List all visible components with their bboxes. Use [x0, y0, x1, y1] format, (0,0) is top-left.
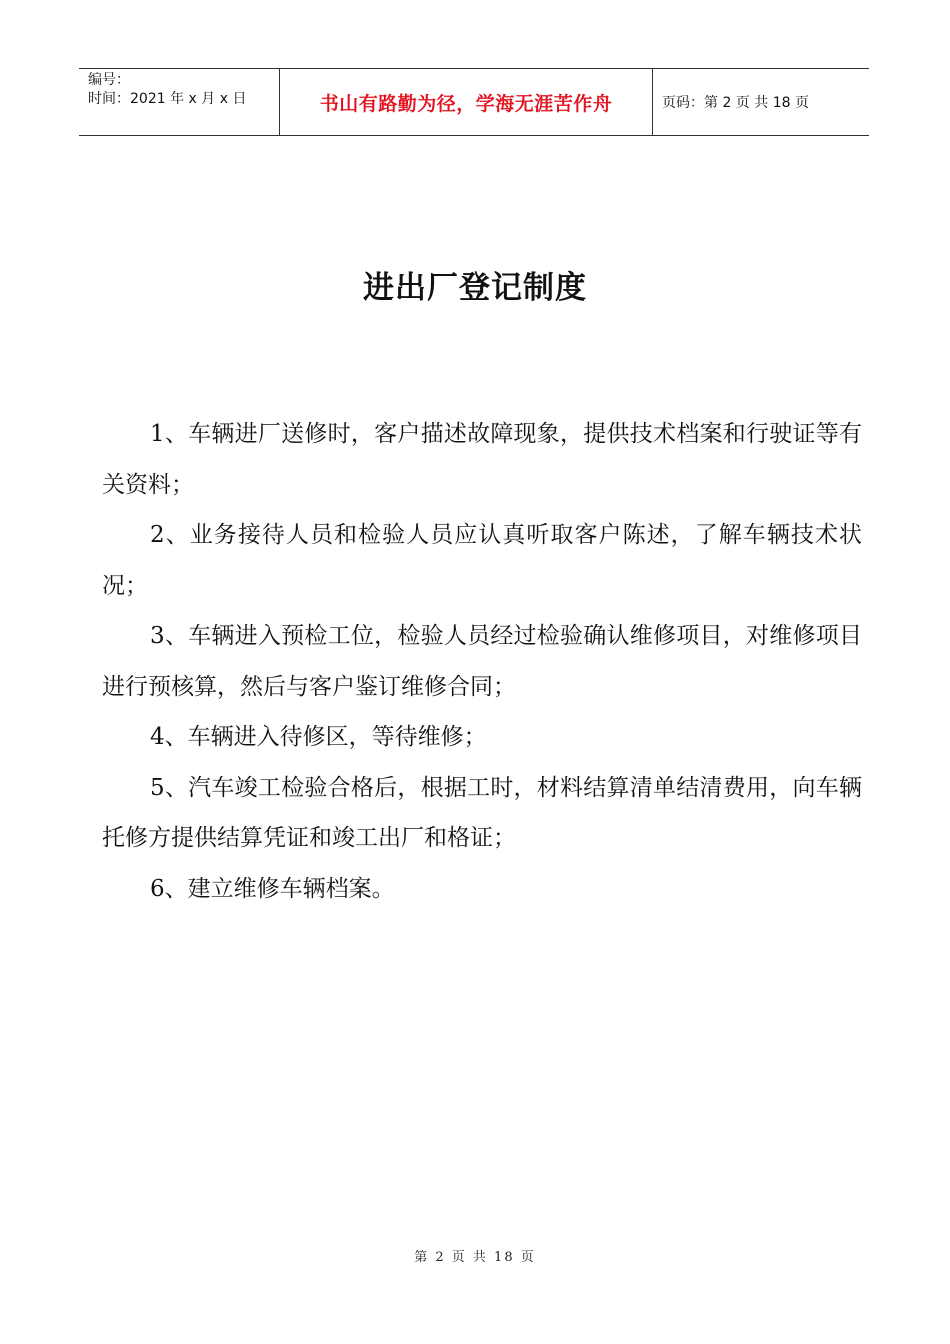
document-header [79, 68, 869, 136]
header-page-info: 页码：第 2 页 共 18 页 [662, 95, 809, 111]
document-title: 进出厂登记制度 [363, 270, 587, 306]
header-number-label: 编号： [88, 72, 130, 88]
paragraph-4: 4、车辆进入待修区，等待维修； [150, 724, 487, 750]
paragraph-3: 3、车辆进入预检工位，检验人员经过检验确认维修项目，对维修项目进行预核算，然后与客户鉴订维修合同； [102, 623, 862, 700]
paragraph-1: 1、车辆进厂送修时，客户描述故障现象，提供技术档案和行驶证等有关资料； [102, 421, 862, 498]
paragraph-5: 5、汽车竣工检验合格后，根据工时，材料结算清单结清费用，向车辆托修方提供结算凭证和竣工出厂和格证； [102, 774, 862, 851]
header-motto: 书山有路勤为径，学海无涯苦作舟 [280, 69, 653, 135]
document-body [102, 409, 862, 914]
header-meta [79, 69, 280, 135]
paragraph-6: 6、建立维修车辆档案。 [150, 875, 395, 902]
header-time-label: 时间：2021 年 x 月 x 日 [88, 91, 247, 107]
paragraph-2: 2、业务接待人员和检验人员应认真听取客户陈述，了解车辆技术状况； [102, 522, 862, 599]
page-footer: 第 2 页 共 18 页 [414, 1250, 536, 1265]
